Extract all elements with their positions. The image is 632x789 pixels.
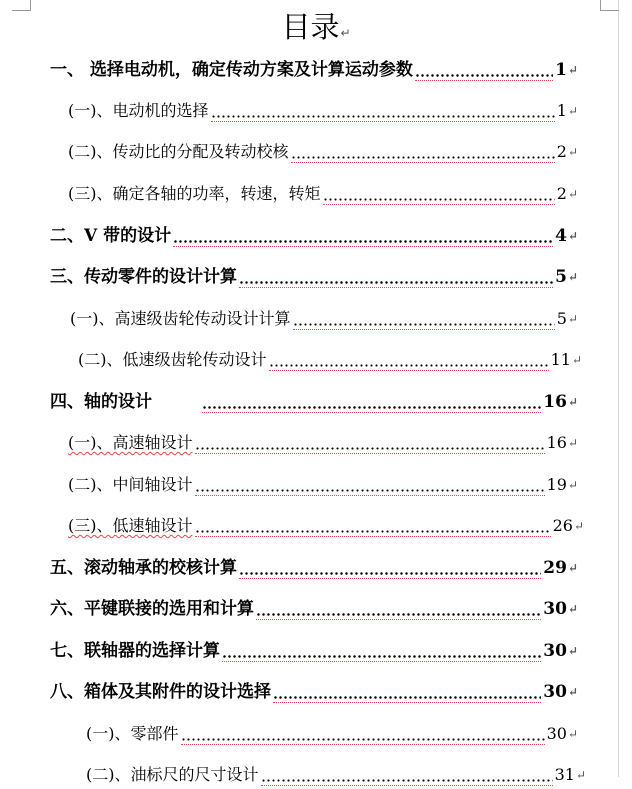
toc-entry-label: (一)、高速级齿轮传动设计计算 xyxy=(70,309,291,328)
toc-entry-page: 16 xyxy=(543,392,567,412)
toc-entry-page: 16 xyxy=(546,433,567,452)
toc-leader-dots xyxy=(222,641,541,662)
toc-leader-dots xyxy=(273,682,541,703)
paragraph-mark-icon: ↵ xyxy=(567,145,578,159)
toc-entry[interactable] xyxy=(50,678,578,706)
toc-entry-page: 30 xyxy=(546,724,567,743)
toc-leader-dots xyxy=(261,765,553,786)
paragraph-mark-icon: ↵ xyxy=(567,270,578,284)
toc-entry-page: 30 xyxy=(543,599,567,619)
toc-entry[interactable] xyxy=(50,554,578,582)
paragraph-mark-icon: ↵ xyxy=(567,727,578,741)
toc-entry[interactable] xyxy=(50,595,578,623)
document-title-text: 目录 xyxy=(281,10,340,44)
toc-entry-label: 七、联轴器的选择计算 xyxy=(50,641,220,661)
toc-entry-page: 31 xyxy=(554,765,575,784)
paragraph-mark-icon: ↵ xyxy=(567,602,578,616)
toc-entry-label: (一)、零部件 xyxy=(86,724,179,743)
toc-entry-label: (一)、电动机的选择 xyxy=(68,101,209,120)
toc-leader-dots xyxy=(211,101,555,122)
toc-entry[interactable] xyxy=(78,346,582,374)
toc-leader-dots xyxy=(195,516,551,537)
toc-entry[interactable] xyxy=(68,180,578,208)
paragraph-mark-icon: ↵ xyxy=(571,353,582,367)
toc-entry[interactable] xyxy=(50,222,578,250)
toc-entry-page: 26 xyxy=(552,516,573,535)
toc-entry[interactable] xyxy=(68,471,578,499)
toc-entry-label: (二)、油标尺的尺寸设计 xyxy=(86,765,259,784)
toc-leader-dots xyxy=(239,558,541,579)
toc-entry-page: 30 xyxy=(543,682,567,702)
toc-entry-page: 2 xyxy=(556,184,567,203)
toc-entry-label: 八、箱体及其附件的设计选择 xyxy=(50,682,271,702)
toc-entry-page: 1 xyxy=(556,101,567,120)
toc-leader-dots xyxy=(202,392,541,413)
toc-leader-dots xyxy=(293,309,555,330)
toc-entry-page: 1 xyxy=(555,60,567,80)
toc-entry-page: 29 xyxy=(543,558,567,578)
toc-leader-dots xyxy=(181,724,545,745)
toc-entry-page: 4 xyxy=(555,226,567,246)
paragraph-mark-icon: ↵ xyxy=(567,685,578,699)
toc-entry-page: 11 xyxy=(550,350,571,369)
paragraph-mark-icon: ↵ xyxy=(567,312,578,326)
paragraph-mark-icon: ↵ xyxy=(567,395,578,409)
paragraph-mark-icon: ↵ xyxy=(567,104,578,118)
toc-entry[interactable] xyxy=(68,138,578,166)
paragraph-mark-icon: ↵ xyxy=(567,229,578,243)
toc-entry-label: 二、V 带的设计 xyxy=(50,226,172,246)
toc-entry-label: (二)、传动比的分配及转动校核 xyxy=(68,142,289,161)
toc-entry-label: 六、平键联接的选用和计算 xyxy=(50,599,254,619)
toc-entry[interactable] xyxy=(86,720,578,748)
toc-entry-label: 三、传动零件的设计计算 xyxy=(50,267,237,287)
paragraph-mark-icon: ↵ xyxy=(575,768,586,782)
toc-entry-label: (三)、确定各轴的功率，转速，转矩 xyxy=(68,184,321,203)
toc-entry-page: 30 xyxy=(543,641,567,661)
toc-leader-dots xyxy=(323,184,555,205)
paragraph-mark-icon: ↵ xyxy=(573,519,584,533)
toc-leader-dots xyxy=(173,226,553,247)
toc-entry-label: (二)、低速级齿轮传动设计 xyxy=(78,350,267,369)
toc-entry[interactable] xyxy=(50,637,578,665)
toc-entry[interactable] xyxy=(68,429,578,457)
toc-entry-page: 5 xyxy=(556,309,567,328)
toc-entry-label: 一、 选择电动机，确定传动方案及计算运动参数 xyxy=(50,60,413,80)
toc-entry[interactable] xyxy=(68,97,578,125)
paragraph-mark-icon: ↵ xyxy=(567,644,578,658)
toc-leader-dots xyxy=(195,475,545,496)
toc-leader-dots xyxy=(239,267,553,288)
toc-entry[interactable] xyxy=(68,512,584,540)
toc-leader-dots xyxy=(256,599,541,620)
toc-entry-label: 五、滚动轴承的校核计算 xyxy=(50,558,237,578)
paragraph-mark-icon: ↵ xyxy=(567,478,578,492)
toc-entry-label: (三)、低速轴设计 xyxy=(68,516,193,535)
paragraph-mark-icon: ↵ xyxy=(567,63,578,77)
toc-entry[interactable] xyxy=(50,388,578,416)
toc-leader-dots xyxy=(195,433,545,454)
page-edge-line xyxy=(618,0,619,777)
toc-entry[interactable] xyxy=(70,305,578,333)
toc-entry-page: 5 xyxy=(555,267,567,287)
toc-leader-dots xyxy=(291,142,555,163)
toc-leader-dots xyxy=(269,350,549,371)
toc-entry-page: 2 xyxy=(556,142,567,161)
paragraph-mark-icon: ↵ xyxy=(567,187,578,201)
paragraph-mark-icon: ↵ xyxy=(340,26,351,40)
toc-entry-label: 四、轴的设计 xyxy=(50,392,152,412)
toc-entry-label: (二)、中间轴设计 xyxy=(68,475,193,494)
toc-entry[interactable] xyxy=(86,761,586,789)
toc-entry[interactable] xyxy=(50,263,578,291)
toc-entry-label: (一)、高速轴设计 xyxy=(68,433,193,452)
toc-entry[interactable] xyxy=(50,56,578,84)
document-title xyxy=(0,6,632,48)
toc-leader-dots xyxy=(415,60,553,81)
paragraph-mark-icon: ↵ xyxy=(567,561,578,575)
paragraph-mark-icon: ↵ xyxy=(567,436,578,450)
toc-entry-page: 19 xyxy=(546,475,567,494)
